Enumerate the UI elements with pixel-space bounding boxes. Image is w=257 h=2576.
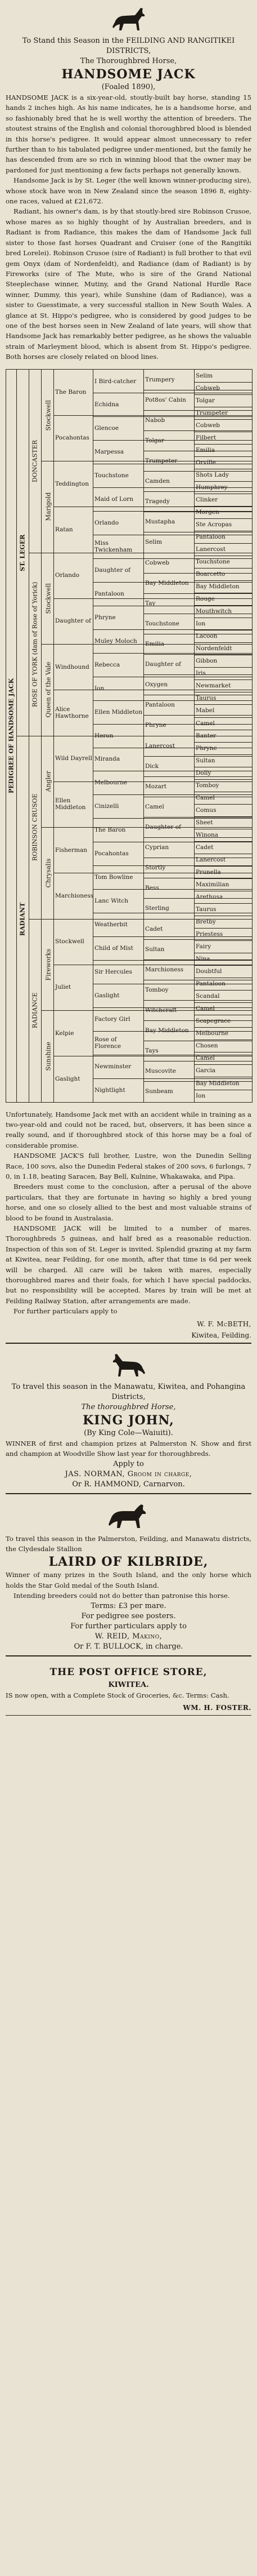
pedigree-gen6-cell: Sterling — [145, 905, 169, 912]
pedigree-gen6-cell: Witchcraft — [145, 1007, 177, 1014]
pedigree-gen7-cell: Humphrey — [196, 483, 228, 491]
pedigree-gen3-cell: Stockwell — [44, 583, 52, 614]
pedigree-gen6-cell: Bay Middleton — [145, 1027, 189, 1034]
ad1-foot-paragraph-1: Unfortunately, Handsome Jack met with an accident while in training as a two-year-old and could not be raced, but, observers, it has been since a really sound, and if thoroughbred stock of this horse may be a foal of considerable promise. — [6, 1110, 251, 1149]
pedigree-gen7-cell: Camel — [196, 794, 215, 801]
ad2-paragraph: WINNER of first and champion prizes at Palmerston N. Show and first and champion at Woodville Show last year for thoroughbreds. — [6, 1439, 251, 1458]
ad1-foaled: (Foaled 1890), — [101, 83, 156, 91]
ad2-apply: Apply to — [113, 1459, 144, 1468]
pedigree-gen5-cell: Miss Twickenham — [94, 540, 133, 554]
ad2-title: KING JOHN, — [83, 1413, 174, 1428]
horse-icon — [109, 1352, 148, 1380]
pedigree-gen6-cell: Selim — [145, 539, 163, 546]
pedigree-gen5-cell: Echidna — [94, 401, 119, 408]
pedigree-gen7-cell: Lanercost — [196, 856, 226, 863]
pedigree-gen7-cell: Ion — [196, 1092, 206, 1099]
ad2-contact-1: JAS. NORMAN, Groom in charge, — [65, 1469, 192, 1478]
ad3-paragraph: To travel this season in the Palmerston, Feilding, and Manawatu districts, the Clydesdale Stallion — [6, 1534, 251, 1553]
pedigree-gen7-cell: Camel — [196, 1005, 215, 1012]
pedigree-gen7-cell: Rouge — [196, 596, 215, 603]
pedigree-gen7-cell: Phryne — [196, 744, 217, 752]
pedigree-gen7-cell: Taurus — [196, 695, 217, 702]
pedigree-gen7-cell: Ion — [196, 620, 206, 628]
pedigree-gen5-cell: Marpessa — [94, 448, 124, 456]
handsome-jack-advert — [6, 6, 251, 362]
pedigree-gen6-cell: Tolgar — [145, 437, 164, 444]
pedigree-sire-sire: DONCASTER — [31, 439, 39, 482]
pedigree-gen7-cell: Boarcetto — [196, 571, 226, 578]
pedigree-gen4-cell: Fisherman — [55, 846, 88, 854]
ad4-signature: WM. H. FOSTER. — [183, 1703, 251, 1712]
pedigree-gen7-cell: Pantaloon — [196, 534, 226, 541]
ad4-place: KIWITEA. — [108, 1680, 149, 1689]
pedigree-gen5-cell: The Baron — [94, 827, 126, 834]
pedigree-gen7-cell: Prunella — [196, 868, 221, 876]
ad1-foot-paragraph-3: Breeders must come to the conclusion, after a perusal of the above particulars, that they are fortunate in having so highly a bred young horse, and one so closely allied to the best and most valuable strains of blood to be found in Australasia. — [6, 1183, 251, 1222]
pedigree-gen7-cell: Fairy — [196, 943, 211, 951]
pedigree-gen7-cell: Lacoon — [196, 633, 218, 640]
pedigree-gen7-cell: Doubtful — [196, 968, 222, 975]
pedigree-gen7-cell: Emilia — [196, 446, 215, 454]
pedigree-gen4-cell: Kelpie — [55, 1029, 74, 1037]
ad1-paragraph-2: Handsome Jack is by St. Leger (the well known winner-producing sire), whose stock have won in New Zealand since the season 1896 8, eighty-one races, valued at £21,672. — [6, 176, 251, 206]
pedigree-gen7-cell: Chosen — [196, 1042, 218, 1050]
pedigree-gen6-cell: Tomboy — [145, 986, 169, 993]
pedigree-gen6-cell: Camel — [145, 803, 164, 810]
pedigree-gen7-cell: Winona — [196, 831, 219, 838]
pedigree-gen7-cell: Garcia — [196, 1067, 216, 1074]
pedigree-gen6-cell: Dick — [145, 762, 159, 770]
pedigree-gen7-cell: Ste Acropas — [196, 521, 232, 528]
pedigree-gen7-cell: Dolly — [196, 769, 211, 776]
pedigree-gen7-cell: Priestess — [196, 931, 223, 938]
pedigree-gen6-cell: Trumpeter — [145, 458, 178, 465]
pedigree-gen6-cell: Nabob — [145, 416, 165, 424]
ad3-contact-1: W. REID, Makino, — [94, 1632, 163, 1641]
pedigree-gen7-cell: Trumpeter — [196, 409, 228, 416]
pedigree-gen4-cell: Windhound — [55, 663, 89, 670]
pedigree-gen4-cell: Gaslight — [55, 1075, 80, 1082]
pedigree-gen5-cell: Factory Girl — [94, 1015, 130, 1023]
pedigree-gen5-cell: Weatherbit — [94, 921, 128, 929]
pedigree-gen4-cell: Juliet — [55, 984, 71, 991]
king-john-advert — [6, 1352, 251, 1490]
laird-advert — [6, 1502, 251, 1652]
pedigree-gen5-cell: Melbourne — [94, 779, 128, 787]
pedigree-gen6-cell: Stortly — [145, 864, 166, 872]
pedigree-gen7-cell: Banter — [196, 732, 217, 739]
pedigree-gen6-cell: Touchstone — [145, 620, 179, 627]
pedigree-gen5-cell: Touchstone — [94, 472, 129, 479]
ad3-title: LAIRD OF KILBRIDE, — [48, 1555, 209, 1570]
pedigree-gen6-cell: Cadet — [145, 925, 163, 932]
pedigree-gen7-cell: Mouthwitch — [196, 608, 232, 615]
pedigree-gen3-cell: Fireworks — [44, 948, 52, 981]
pedigree-gen7-cell: Touchstone — [196, 558, 230, 566]
pedigree-gen7-cell: Bretby — [196, 918, 216, 926]
ad1-paragraph-1: HANDSOME JACK is a six-year-old, stoutly-built bay horse, standing 15 hands 2 inches high. As his name indicates, he is a handsome horse, and so fashionably bred that he is well worthy the attention of breeders. The stoutest strains of the English and colonial thoroughbred blood is blended in this horse's pedigree. It would appear almost unnecessary to refer further than to his tabulated pedigree under-mentioned, but the family he has descended from are so rich in winning blood that the owner may be pardoned for just mentioning a few facts perhaps not generally known. — [6, 94, 251, 174]
pedigree-gen6-cell: Daughter of — [145, 824, 181, 831]
pedigree-gen6-cell: Tays — [145, 1047, 159, 1055]
pedigree-gen7-cell: Filbert — [196, 434, 217, 441]
pedigree-gen7-cell: Gibbon — [196, 658, 218, 665]
pedigree-gen6-cell: Sunbeam — [145, 1088, 173, 1095]
pedigree-gen7-cell: Pantaloon — [196, 980, 226, 988]
pedigree-gen7-cell: Selim — [196, 372, 213, 379]
ad1-foot-paragraph-4: HANDSOME JACK will be limited to a number of mares. Thoroughbreds 5 guineas, and half bred as a reasonable reduction. Inspection of this son of St. Leger is invited. Splendid grazing at my farm at Kiwitea, near Feilding, for one month, after that time is 6d per week will be charged. All care will be taken with mares, especially thoroughbred mares and their foals, for which I have special paddocks, but no responsibility will be accepted. Mares by train will be met at Feilding Railway Station, after arrangements are made. — [6, 1224, 251, 1305]
pedigree-gen5-cell: Pantaloon — [94, 590, 124, 597]
pedigree-gen6-cell: Mozart — [145, 783, 167, 790]
pedigree-gen7-cell: Tomboy — [196, 781, 219, 789]
pedigree-gen7-cell: Clinker — [196, 496, 218, 503]
ad4-body: IS now open, with a Complete Stock of Groceries, &c. Terms: Cash. — [6, 1691, 229, 1699]
pedigree-gen7-cell: Camel — [196, 1055, 215, 1062]
pedigree-gen7-cell: Comus — [196, 806, 217, 814]
pedigree-gen5-cell: Rose of Florence — [94, 1036, 121, 1050]
ad1-intro: To Stand this Season in the FEILDING AND RANGITIKEI DISTRICTS, — [22, 37, 235, 55]
pedigree-gen6-cell: Tay — [145, 599, 156, 607]
pedigree-gen5-cell: Gaslight — [94, 992, 120, 999]
pedigree-gen3-cell: Stockwell — [44, 399, 52, 430]
pedigree-gen7-cell: Cadet — [196, 843, 214, 851]
ad2-sub: The thoroughbred Horse, — [81, 1402, 176, 1411]
ad1-title: HANDSOME JACK — [61, 67, 196, 82]
pedigree-gen3-cell: Queen of the Vale — [44, 661, 52, 718]
ad3-apply: For further particulars apply to — [70, 1622, 187, 1631]
draught-horse-icon — [106, 1502, 151, 1531]
pedigree-gen6-cell: Daughter of — [145, 661, 181, 668]
pedigree-gen5-cell: Maid of Lorn — [94, 496, 134, 503]
pedigree-gen7-cell: Sultan — [196, 757, 215, 764]
ad1-location: Kiwitea, Feilding. — [191, 1331, 251, 1339]
pedigree-gen7-cell: Bay Middleton — [196, 1080, 240, 1087]
pedigree-gen6-cell: Muscovite — [145, 1068, 176, 1075]
pedigree-gen5-cell: Orlando — [94, 519, 119, 527]
pedigree-gen7-cell: Sheet — [196, 819, 213, 826]
pedigree-gen7-cell: Arethusa — [196, 894, 223, 900]
pedigree-gen6-cell: Oxygen — [145, 681, 168, 689]
pedigree-sire: ST. LEGER — [19, 534, 26, 571]
ad1-signature: W. F. McBETH, — [197, 1320, 251, 1328]
pedigree-gen5-cell: Tom Bowline — [94, 874, 133, 881]
pedigree-gen7-cell: Tolgar — [196, 397, 215, 404]
newspaper-page — [6, 0, 251, 1722]
ad2-intro: To travel this season in the Manawatu, Kiwitea, and Pohangina Districts, — [11, 1382, 246, 1401]
pedigree-gen5-cell: I Bird-catcher — [94, 377, 137, 385]
pedigree-gen3-cell: Marigold — [44, 492, 52, 521]
pedigree-gen6-cell: Cobweb — [145, 559, 169, 566]
pedigree-gen5-cell: Phryne — [94, 614, 116, 621]
pedigree-gen6-cell: Trumpery — [145, 376, 175, 383]
pedigree-gen5-cell: Ion — [94, 685, 105, 692]
pedigree-gen7-cell: Bay Middleton — [196, 583, 240, 590]
ad4-title: THE POST OFFICE STORE, — [49, 1666, 208, 1678]
ad3-body-2: Intending breeders could not do better than patronise this horse. — [13, 1592, 230, 1600]
pedigree-gen4-cell: The Baron — [55, 389, 87, 396]
pedigree-gen4-cell: Daughter of — [55, 618, 91, 625]
pedigree-gen5-cell: Ellen Middleton — [94, 708, 143, 716]
pedigree-gen5-cell: Daughter of — [94, 566, 130, 574]
pedigree-gen6-cell: Marchioness — [145, 966, 184, 973]
pedigree-gen7-cell: Taurus — [196, 906, 217, 913]
pedigree-gen5-cell: Rebecca — [94, 661, 120, 668]
pedigree-gen5-cell: Newminster — [94, 1063, 132, 1070]
pedigree-table — [6, 369, 253, 1103]
pedigree-gen7-cell: Camel — [196, 719, 215, 727]
pedigree-gen6-cell: Bess — [145, 885, 159, 892]
pedigree-gen5-cell: Glencoe — [94, 425, 119, 432]
pedigree-gen4-cell: Wild Dayrell — [55, 755, 92, 762]
pedigree-gen7-cell: Nina — [196, 956, 210, 963]
pedigree-gen7-cell: Lanercost — [196, 546, 226, 553]
pedigree-gen7-cell: Nordenfeldt — [196, 645, 232, 652]
pedigree-gen7-cell: Mabel — [196, 707, 215, 714]
pedigree-gen5-cell: Child of Mist — [94, 944, 133, 952]
pedigree-gen5-cell: Cinizelli — [94, 803, 119, 810]
pedigree-gen5-cell: Nightlight — [94, 1086, 125, 1094]
pedigree-gen4-cell: Pocahontas — [55, 434, 89, 442]
pedigree-gen7-cell: Morgen — [196, 508, 219, 516]
pedigree-dam-sire: ROBINSON CRUSOE — [31, 793, 39, 861]
ad3-terms: Terms: £3 per mare. — [91, 1601, 166, 1610]
ad3-body: Winner of many prizes in the South Island, and the only horse which holds the Star Gold medal of the South Island. — [6, 1571, 251, 1589]
pedigree-gen6-cell: Bay Middleton — [145, 579, 189, 587]
pedigree-dam-dam: RADIANCE — [31, 992, 39, 1028]
pedigree-gen7-cell: Iris — [196, 670, 206, 677]
pedigree-gen7-cell: Scapegrace — [196, 1018, 231, 1025]
pedigree-gen6-cell: Tragedy — [145, 498, 170, 505]
pedigree-sire-dam: ROSE OF YORK (dam of Rose of Yorick) — [31, 581, 39, 707]
pedigree-gen5-cell: Lanc Witch — [94, 898, 129, 905]
ad3-for-pages: For pedigree see posters. — [81, 1611, 176, 1620]
pedigree-gen6-cell: Pantaloon — [145, 701, 175, 709]
pedigree-gen7-cell: Newmarket — [196, 682, 231, 690]
ad1-footer — [6, 1109, 251, 1339]
ad1-foot-paragraph-2: HANDSOME JACK'S full brother, Lustre, won the Dunedin Selling Race, 100 sovs, also the Dunedin Federal stakes of 200 sovs, 6 furlongs, 7 0, in 1.18, beating Saracen, Bay Bell, Kulnine, Whakawaka, and Pipa. — [6, 1152, 251, 1180]
ad1-foot-paragraph-5: For further particulars apply to — [13, 1307, 118, 1316]
pedigree-gen7-cell: Melbourne — [196, 1030, 229, 1037]
pedigree-gen4-cell: Stockwell — [55, 938, 84, 945]
pedigree-gen6-cell: Cyprian — [145, 844, 169, 851]
pedigree-gen4-cell: Marchioness — [55, 892, 94, 899]
pedigree-gen6-cell: Emilia — [145, 641, 164, 648]
pedigree-gen6-cell: Sultan — [145, 945, 165, 953]
pedigree-gen4-cell: Ratan — [55, 526, 73, 533]
pedigree-gen4-cell: Orlando — [55, 572, 80, 579]
pedigree-gen3-cell: Chrysalis — [44, 858, 52, 888]
pedigree-gen5-cell: Heron — [94, 732, 114, 739]
pedigree-gen5-cell: Pocahontas — [94, 850, 129, 858]
ad1-paragraph-3: Radiant, his owner's dam, is by that stoutly-bred sire Robinson Crusoe, whose mares as so highly thought of by Australian breeders, and is Radiant is from Radiance, this makes the dam of Handsome Jack full sister to those fast horses Quadrant and Cruiser (one of the Rangitiki bred Lorelei). Robinson Crusoe (sire of Radiant) is full brother to that evil gem Onyx (dam of Nordenfeldt), and Radiance (dam of Radiant) is by Fireworks (sire of The Mute, who is sire of the Grand National Steeplechase winner, Mutiny, and the Grand National Hurdle Race winner, Dummy, this year), while Sunshine (dam of Radiance), was a sister to Guesstimate, a very successful stallion in New South Wales. A glance at St. Hippo's pedigree, who is considered by good judges to be one of the best horses seen in New Zealand of late years, will show that Handsome Jack has remarkably better pedigree, as he shows the valuable strain of Marleyment blood, which is absent from St. Hippo's pedigree. Both horses are closely related on blood lines. — [6, 207, 251, 361]
horse-icon — [109, 6, 148, 34]
pedigree-gen5-cell: Muley Moloch — [94, 637, 137, 645]
pedigree-side-label: PEDIGREE OF HANDSOME JACK — [7, 678, 15, 793]
pedigree-gen7-cell: Maximilian — [196, 881, 229, 888]
pedigree-gen7-cell: Scandal — [196, 993, 220, 1000]
pedigree-gen7-cell: Cobweb — [196, 421, 220, 429]
pedigree-gen6-cell: Pot8os' Cabin — [145, 396, 186, 403]
pedigree-gen6-cell: Camden — [145, 478, 170, 485]
pedigree-gen5-cell: Sir Hercules — [94, 968, 132, 975]
ad1-sub: The Thoroughbred Horse, — [80, 57, 177, 65]
ad3-contact-2: Or F. T. BULLOCK, in charge. — [74, 1642, 183, 1651]
pedigree-gen6-cell: Lanercost — [145, 742, 175, 749]
pedigree-gen3-cell: Sunshine — [44, 1041, 52, 1071]
pedigree-gen7-cell: Cobweb — [196, 384, 220, 392]
pedigree-dam: RADIANT — [19, 902, 26, 936]
pedigree-gen3-cell: Angler — [44, 771, 52, 792]
pedigree-gen5-cell: Miranda — [94, 756, 120, 763]
pedigree-gen7-cell: Orville — [196, 459, 216, 466]
pedigree-gen6-cell: Mustapha — [145, 518, 175, 526]
pedigree-gen7-cell: Shots Lady — [196, 471, 229, 478]
ad2-contact-2: Or R. HAMMOND, Carnarvon. — [72, 1480, 185, 1489]
post-office-store-advert — [6, 1664, 251, 1712]
pedigree-gen4-cell: Alice Hawthorne — [55, 705, 89, 719]
pedigree-gen6-cell: Phryne — [145, 722, 166, 729]
pedigree-gen4-cell: Teddington — [55, 480, 89, 487]
pedigree-gen4-cell: Ellen Middleton — [55, 797, 86, 811]
ad2-byline: (By King Cole—Waiuiti). — [84, 1428, 173, 1437]
